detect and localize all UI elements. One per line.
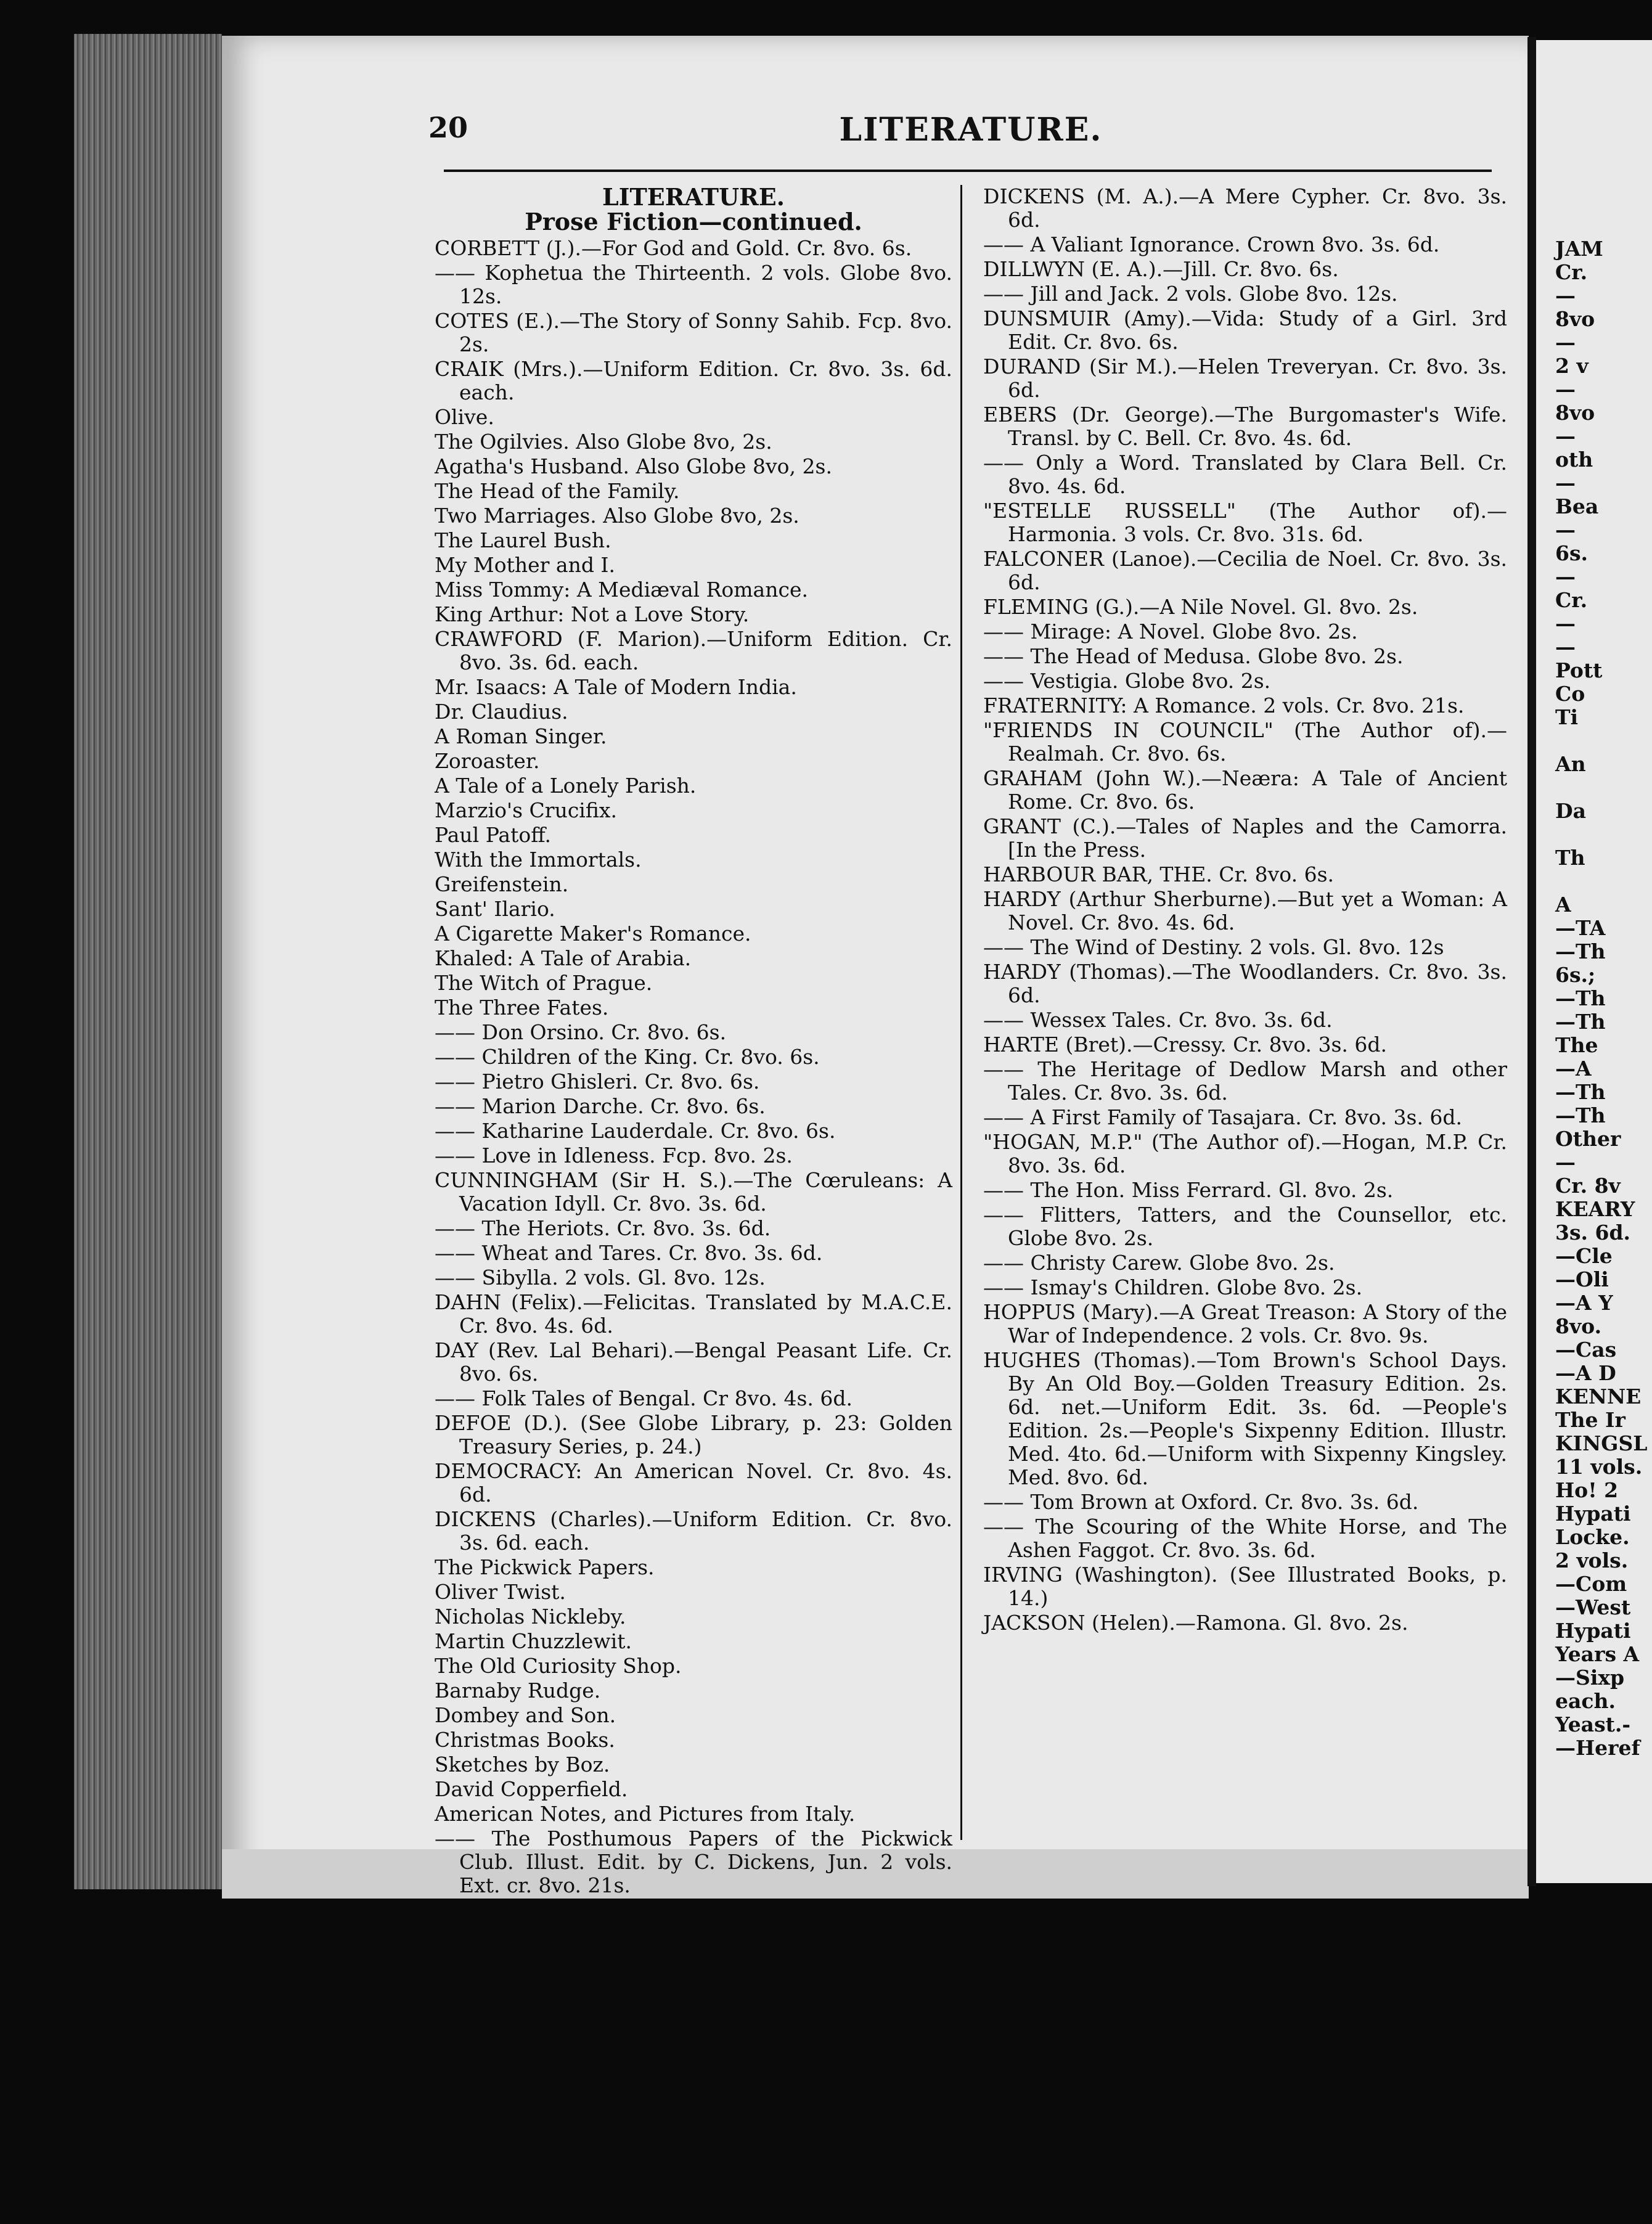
facing-page-text: JAM Cr. — 8vo — 2 v — 8vo — oth — Bea — 6s. — Cr. — — Pott Co Ti An Da Th A —TA —Th 6s.; —Th —Th The —A —Th —Th Other — Cr. 8v KEARY 3s. 6d. —Cle —Oli —A Y 8vo. —Cas —A D KENNE The Ir KINGSL 11 vols. Ho! 2 Hypati Locke. 2 vols. —Com —West Hypati Years A —Sixp each. Yeast.- —Heref: [1555, 237, 1648, 1760]
catalog-entry: GRAHAM (John W.).—Neæra: A Tale of Ancient Rome. Cr. 8vo. 6s.: [983, 766, 1507, 814]
catalog-entry: —— Pietro Ghisleri. Cr. 8vo. 6s.: [435, 1069, 760, 1094]
catalog-entry: —— Wessex Tales. Cr. 8vo. 3s. 6d.: [983, 1008, 1333, 1032]
catalog-entry: JACKSON (Helen).—Ramona. Gl. 8vo. 2s.: [983, 1611, 1409, 1635]
catalog-entry: The Witch of Prague.: [435, 971, 653, 995]
catalog-entry: —— Christy Carew. Globe 8vo. 2s.: [983, 1251, 1335, 1275]
catalog-entry: Greifenstein.: [435, 872, 569, 896]
catalog-entry: —— Marion Darche. Cr. 8vo. 6s.: [435, 1094, 766, 1118]
catalog-entry: Paul Patoff.: [435, 823, 551, 847]
catalog-entry: HARTE (Bret).—Cressy. Cr. 8vo. 3s. 6d.: [983, 1032, 1387, 1057]
catalog-entry: DUNSMUIR (Amy).—Vida: Study of a Girl. 3rd Edit. Cr. 8vo. 6s.: [983, 306, 1507, 354]
catalog-entry: EBERS (Dr. George).—The Burgomaster's Wife. Transl. by C. Bell. Cr. 8vo. 4s. 6d.: [983, 403, 1507, 450]
catalog-entry: Khaled: A Tale of Arabia.: [435, 946, 692, 970]
catalog-entry: CRAWFORD (F. Marion).—Uniform Edition. Cr. 8vo. 3s. 6d. each.: [435, 627, 952, 674]
catalog-entry: The Laurel Bush.: [435, 528, 611, 552]
catalog-entry: The Pickwick Papers.: [435, 1555, 655, 1579]
catalog-entry: Olive.: [435, 405, 494, 429]
catalog-entry: David Copperfield.: [435, 1777, 628, 1801]
catalog-entry: Christmas Books.: [435, 1728, 615, 1752]
catalog-entry: Marzio's Crucifix.: [435, 798, 617, 822]
catalog-entry: A Tale of a Lonely Parish.: [435, 774, 697, 798]
catalog-entry: Sketches by Boz.: [435, 1752, 610, 1776]
catalog-entry: The Head of the Family.: [435, 479, 680, 503]
catalog-entry: DAHN (Felix).—Felicitas. Translated by M.A.C.E. Cr. 8vo. 4s. 6d.: [435, 1290, 952, 1338]
right-column: [983, 185, 1507, 1636]
catalog-entry: Mr. Isaacs: A Tale of Modern India.: [435, 675, 797, 699]
book-fore-edge: [74, 34, 222, 1889]
catalog-entry: —— Vestigia. Globe 8vo. 2s.: [983, 669, 1271, 693]
catalog-entry: —— Wheat and Tares. Cr. 8vo. 3s. 6d.: [435, 1241, 823, 1265]
catalog-entry: Oliver Twist.: [435, 1580, 566, 1604]
catalog-entry: —— The Posthumous Papers of the Pickwick Club. Illust. Edit. by C. Dickens, Jun. 2 vols. Ext. cr. 8vo. 21s.: [435, 1826, 952, 1897]
catalog-entry: "HOGAN, M.P." (The Author of).—Hogan, M.P. Cr. 8vo. 3s. 6d.: [983, 1130, 1507, 1177]
catalog-entry: —— Flitters, Tatters, and the Counsellor, etc. Globe 8vo. 2s.: [983, 1203, 1507, 1250]
catalog-entry: "FRIENDS IN COUNCIL" (The Author of).—Realmah. Cr. 8vo. 6s.: [983, 718, 1507, 766]
book-gutter: [1527, 37, 1536, 1886]
catalog-entry: —— The Head of Medusa. Globe 8vo. 2s.: [983, 644, 1404, 668]
right-entry-list: [983, 185, 1507, 1635]
catalog-entry: Dombey and Son.: [435, 1703, 616, 1727]
catalog-entry: Barnaby Rudge.: [435, 1678, 601, 1703]
catalog-entry: Dr. Claudius.: [435, 700, 568, 724]
page-header: [428, 111, 1513, 160]
catalog-entry: DEMOCRACY: An American Novel. Cr. 8vo. 4s. 6d.: [435, 1459, 952, 1507]
catalog-entry: FRATERNITY: A Romance. 2 vols. Cr. 8vo. 21s.: [983, 693, 1465, 717]
catalog-entry: —— Mirage: A Novel. Globe 8vo. 2s.: [983, 619, 1358, 644]
catalog-entry: —— Jill and Jack. 2 vols. Globe 8vo. 12s.: [983, 282, 1398, 306]
catalog-entry: HUGHES (Thomas).—Tom Brown's School Days. By An Old Boy.—Golden Treasury Edition. 2s. 6d. net.—Uniform Edit. 3s. 6d. —People's Edition. 2s.—People's Sixpenny Edition. Illustr. Med. 4to. 6d.—Uniform with Sixpenny Kingsley. Med. 8vo. 6d.: [983, 1348, 1507, 1489]
section-heading: LITERATURE.: [602, 183, 785, 211]
page-number: 20: [428, 111, 468, 144]
catalog-entry: DILLWYN (E. A.).—Jill. Cr. 8vo. 6s.: [983, 257, 1339, 281]
catalog-entry: HARBOUR BAR, THE. Cr. 8vo. 6s.: [983, 862, 1334, 886]
catalog-entry: "ESTELLE RUSSELL" (The Author of).—Harmonia. 3 vols. Cr. 8vo. 31s. 6d.: [983, 499, 1507, 546]
catalog-entry: DAY (Rev. Lal Behari).—Bengal Peasant Life. Cr. 8vo. 6s.: [435, 1338, 952, 1386]
catalog-entry: DICKENS (M. A.).—A Mere Cypher. Cr. 8vo. 3s. 6d.: [983, 184, 1507, 232]
left-entry-list: [435, 237, 952, 1897]
catalog-entry: The Old Curiosity Shop.: [435, 1654, 682, 1678]
catalog-entry: A Cigarette Maker's Romance.: [435, 922, 751, 946]
catalog-entry: Miss Tommy: A Mediæval Romance.: [435, 578, 808, 602]
catalog-entry: HARDY (Arthur Sherburne).—But yet a Woman: A Novel. Cr. 8vo. 4s. 6d.: [983, 887, 1507, 934]
catalog-entry: The Three Fates.: [435, 995, 609, 1020]
catalog-entry: —— Only a Word. Translated by Clara Bell. Cr. 8vo. 4s. 6d.: [983, 451, 1507, 498]
catalog-entry: With the Immortals.: [435, 848, 642, 872]
catalog-entry: DEFOE (D.). (See Globe Library, p. 23: Golden Treasury Series, p. 24.): [435, 1411, 952, 1458]
catalog-entry: The Ogilvies. Also Globe 8vo, 2s.: [435, 430, 772, 454]
catalog-entry: —— The Heritage of Dedlow Marsh and other Tales. Cr. 8vo. 3s. 6d.: [983, 1057, 1507, 1105]
catalog-entry: —— Don Orsino. Cr. 8vo. 6s.: [435, 1020, 727, 1044]
catalog-entry: DURAND (Sir M.).—Helen Treveryan. Cr. 8vo. 3s. 6d.: [983, 354, 1507, 402]
catalog-entry: Two Marriages. Also Globe 8vo, 2s.: [435, 504, 799, 528]
catalog-entry: FALCONER (Lanoe).—Cecilia de Noel. Cr. 8vo. 3s. 6d.: [983, 547, 1507, 594]
catalog-entry: —— Children of the King. Cr. 8vo. 6s.: [435, 1045, 820, 1069]
catalog-entry: FLEMING (G.).—A Nile Novel. Gl. 8vo. 2s.: [983, 595, 1418, 619]
facing-page-fragment: [1527, 40, 1652, 1883]
column-divider: [960, 185, 962, 1840]
catalog-entry: Sant' Ilario.: [435, 897, 555, 921]
catalog-entry: —— Kophetua the Thirteenth. 2 vols. Globe 8vo. 12s.: [435, 261, 952, 308]
catalog-entry: King Arthur: Not a Love Story.: [435, 602, 750, 626]
catalog-entry: COTES (E.).—The Story of Sonny Sahib. Fcp. 8vo. 2s.: [435, 309, 952, 356]
catalog-entry: CRAIK (Mrs.).—Uniform Edition. Cr. 8vo. 3s. 6d. each.: [435, 357, 952, 404]
catalog-entry: —— A Valiant Ignorance. Crown 8vo. 3s. 6d.: [983, 232, 1440, 256]
catalog-entry: —— Folk Tales of Bengal. Cr 8vo. 4s. 6d.: [435, 1386, 853, 1410]
running-title: LITERATURE.: [839, 111, 1103, 149]
catalog-entry: HOPPUS (Mary).—A Great Treason: A Story of the War of Independence. 2 vols. Cr. 8vo. 9s.: [983, 1300, 1507, 1347]
catalog-entry: Agatha's Husband. Also Globe 8vo, 2s.: [435, 454, 832, 478]
catalog-entry: CORBETT (J.).—For God and Gold. Cr. 8vo. 6s.: [435, 236, 912, 260]
left-column: [435, 185, 952, 1899]
catalog-entry: —— A First Family of Tasajara. Cr. 8vo. 3s. 6d.: [983, 1105, 1463, 1129]
catalog-entry: A Roman Singer.: [435, 724, 607, 748]
catalog-entry: —— The Wind of Destiny. 2 vols. Gl. 8vo. 12s: [983, 935, 1444, 959]
catalog-entry: Martin Chuzzlewit.: [435, 1629, 632, 1653]
section-subheading: Prose Fiction—continued.: [525, 208, 862, 235]
catalog-entry: Zoroaster.: [435, 749, 540, 773]
catalog-entry: —— The Heriots. Cr. 8vo. 3s. 6d.: [435, 1216, 771, 1240]
catalog-entry: IRVING (Washington). (See Illustrated Books, p. 14.): [983, 1563, 1507, 1610]
catalog-entry: GRANT (C.).—Tales of Naples and the Camorra. [In the Press.: [983, 814, 1507, 862]
header-rule: [444, 170, 1492, 172]
catalog-entry: —— The Hon. Miss Ferrard. Gl. 8vo. 2s.: [983, 1178, 1394, 1202]
catalog-entry: —— Sibylla. 2 vols. Gl. 8vo. 12s.: [435, 1265, 766, 1290]
catalog-entry: —— Love in Idleness. Fcp. 8vo. 2s.: [435, 1143, 793, 1167]
catalog-entry: HARDY (Thomas).—The Woodlanders. Cr. 8vo. 3s. 6d.: [983, 960, 1507, 1007]
catalog-entry: —— The Scouring of the White Horse, and The Ashen Faggot. Cr. 8vo. 3s. 6d.: [983, 1515, 1507, 1562]
catalog-entry: American Notes, and Pictures from Italy.: [435, 1802, 856, 1826]
catalog-entry: My Mother and I.: [435, 553, 615, 577]
catalog-entry: CUNNINGHAM (Sir H. S.).—The Cœruleans: A Vacation Idyll. Cr. 8vo. 3s. 6d.: [435, 1168, 952, 1216]
catalog-entry: —— Katharine Lauderdale. Cr. 8vo. 6s.: [435, 1119, 836, 1143]
catalog-entry: Nicholas Nickleby.: [435, 1605, 626, 1629]
catalog-entry: DICKENS (Charles).—Uniform Edition. Cr. 8vo. 3s. 6d. each.: [435, 1507, 952, 1555]
catalog-entry: —— Tom Brown at Oxford. Cr. 8vo. 3s. 6d.: [983, 1490, 1419, 1514]
catalog-entry: —— Ismay's Children. Globe 8vo. 2s.: [983, 1275, 1363, 1299]
